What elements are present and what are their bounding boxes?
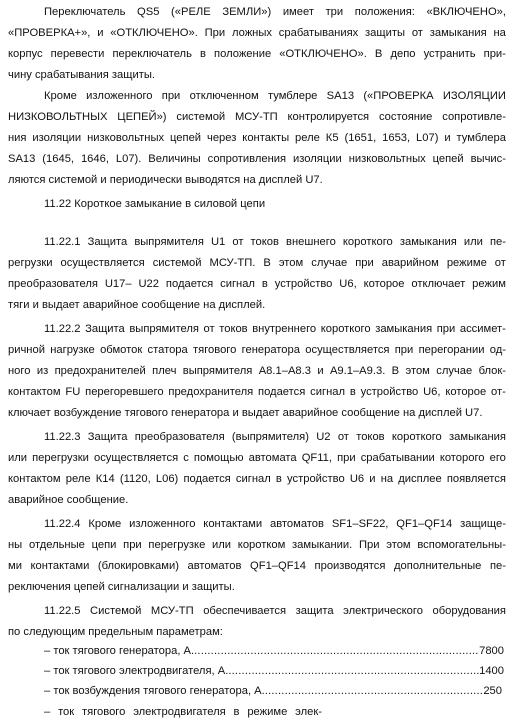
text-line: ключает возбуждение тягового генератора и выдает аварийное сообщение на дисплей U7. — [8, 407, 483, 419]
text-line: SA13 (1645, 1646, L07). Величины сопротивления изоляции низковольтных цепей вычис- — [8, 153, 506, 165]
text-line: 11.22.2 Защита выпрямителя от токов внутреннего короткого замыкания при ассимет- — [44, 323, 506, 335]
param-row — [44, 664, 504, 678]
text-line: НИЗКОВОЛЬТНЫХ ЦЕПЕЙ») системой МСУ-ТП контролируется состояние сопротивле- — [8, 111, 506, 123]
text-line: 11.22.4 Кроме изложенного контактами автоматов SF1–SF22, QF1–QF14 защище- — [44, 518, 506, 530]
text-line: 11.22.1 Защита выпрямителя U1 от токов внешнего короткого замыкания или пе- — [44, 236, 506, 248]
dot-leader — [228, 664, 479, 678]
dot-leader — [265, 684, 484, 698]
text-line: ного из предохранителей плеч выпрямителя А8.1–А8.3 и А9.1–А9.3. В этом случае блок- — [8, 365, 506, 377]
param-row — [44, 644, 504, 658]
param-label: – ток тягового генератора, А. — [44, 645, 195, 657]
param-value: 7800 — [479, 645, 504, 657]
text-line: аварийное сообщение. — [8, 494, 129, 506]
text-line: или перегрузки осуществляется с помощью автомата QF11, при срабатывании которого его — [8, 452, 506, 464]
text-line: чину срабатывания защиты. — [8, 69, 155, 81]
text-line: ричной нагрузке обмоток статора тягового генератора осуществляется при перегорании од- — [8, 344, 506, 356]
text-line: ния изоляции низковольтных цепей через контакты реле К5 (1651, 1653, L07) и тумблера — [8, 132, 506, 144]
param-row — [44, 684, 502, 698]
text-line: преобразователя U17– U22 подается сигнал в устройство U6, которое отключает режим — [8, 278, 506, 290]
text-line: по следующим предельным параметрам: — [8, 626, 223, 638]
param-label: – ток тягового электродвигателя, А. — [44, 665, 229, 677]
param-value: 250 — [483, 685, 502, 697]
text-line: тяги и выдает аварийное сообщение на дисплей. — [8, 299, 266, 311]
text-line: контактом реле К14 (1120, L06) подается сигнал в устройство U6 и на дисплее появляется — [8, 473, 506, 485]
text-line: корпус перевести переключатель в положение «ОТКЛЮЧЕНО». В депо устранить при- — [8, 48, 506, 60]
text-line: 11.22.5 Системой МСУ-ТП обеспечивается защита электрического оборудования — [44, 605, 506, 617]
text-line: Переключатель QS5 («РЕЛЕ ЗЕМЛИ») имеет три положения: «ВКЛЮЧЕНО», — [44, 6, 506, 18]
param-value: 1400 — [479, 665, 504, 677]
text-line: 11.22.3 Защита преобразователя (выпрямителя) U2 от токов короткого замыкания — [44, 431, 506, 443]
param-label: – ток возбуждения тягового генератора, А. — [44, 685, 265, 697]
text-line: реключения цепей сигнализации и защиты. — [8, 581, 235, 593]
text-line: контактом FU перегоревшего предохранителя подается сигнал в устройство U6, которое от- — [8, 386, 506, 398]
section-heading: 11.22 Короткое замыкание в силовой цепи — [44, 198, 266, 210]
text-line: – ток тягового электродвигателя в режиме элек- — [44, 706, 322, 718]
dot-leader — [194, 644, 479, 658]
text-line: ляются системой и периодически выводятся на дисплей U7. — [8, 174, 323, 186]
text-line: ми контактами (блокировками) автоматов QF1–QF14 производятся дополнительные пе- — [8, 560, 506, 572]
text-line: Кроме изложенного при отключенном тумблере SA13 («ПРОВЕРКА ИЗОЛЯЦИИ — [44, 90, 506, 102]
text-line: «ПРОВЕРКА+», и «ОТКЛЮЧЕНО». При ложных срабатываниях защиты от замыкания на — [8, 27, 506, 39]
text-line: ны отдельные цепи при перегрузке или коротком замыкании. При этом вспомогательны- — [8, 539, 506, 551]
text-line: регрузки осуществляется системой МСУ-ТП. В этом случае при аварийном режиме от — [8, 257, 506, 269]
